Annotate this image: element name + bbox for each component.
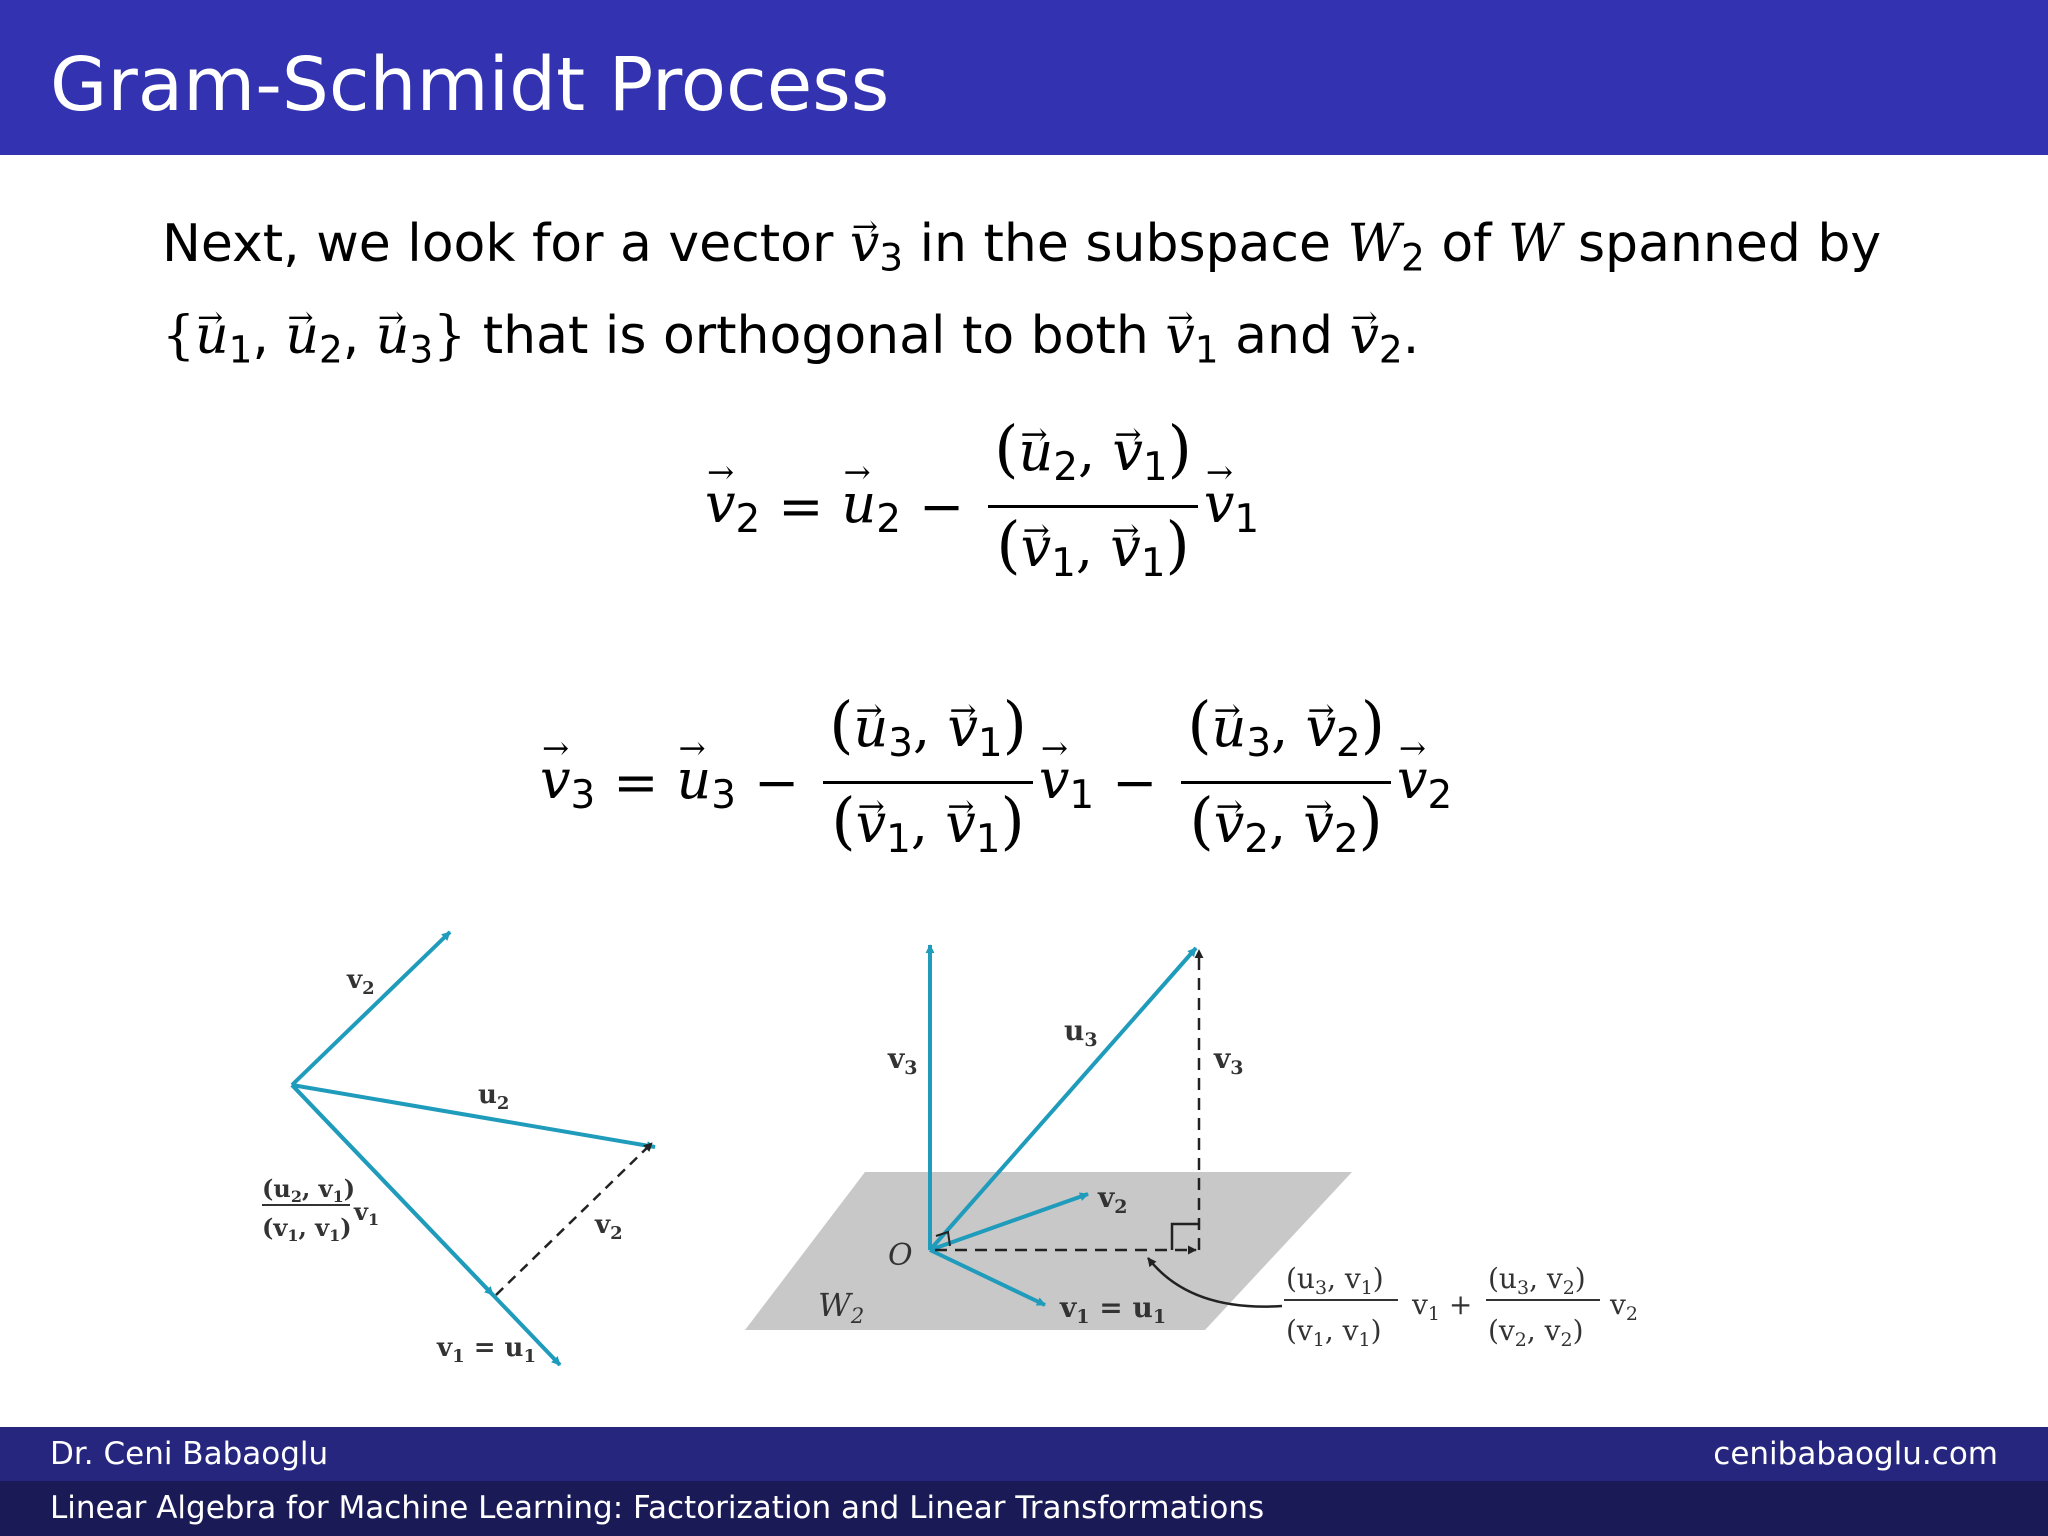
- fraction-numerator: (→ $u_3$, → $v_1$): [823, 688, 1033, 781]
- f2-numerator: ($u_3$, $v_2$): [1488, 1262, 1586, 1299]
- u2-arrow: [292, 1085, 655, 1147]
- minus-sign: −: [1112, 751, 1158, 815]
- vector-v3: → $v_3$: [850, 205, 903, 297]
- brace-close: }: [433, 305, 467, 366]
- fraction-denominator: (→ $v_2$, → $v_2$): [1183, 784, 1388, 877]
- f2-denominator: ($v_2$, $v_2$): [1488, 1314, 1584, 1351]
- fraction-denominator: (→ $v_1$, → $v_1$): [990, 508, 1195, 601]
- equals-sign: =: [778, 475, 824, 539]
- vector-v2: → $v_2$: [705, 472, 760, 542]
- label-v1-eq-u1: $v_1 = u_1$: [1060, 1291, 1167, 1328]
- para-text: spanned by: [1561, 214, 1882, 274]
- footer-bottom-bar: [0, 1481, 2048, 1536]
- f1-vector: $v_1$ +: [1412, 1288, 1473, 1325]
- left-diagram: [262, 932, 655, 1367]
- proj-vector: $v_1$: [354, 1197, 380, 1229]
- comma: ,: [342, 305, 360, 366]
- vector-v1: → $v_1$: [1204, 472, 1259, 542]
- slide-title: Gram-Schmidt Process: [50, 42, 890, 128]
- fraction-denominator: (→ $v_1$, → $v_1$): [825, 784, 1030, 877]
- footer-site: cenibabaoglu.com: [1713, 1436, 1998, 1472]
- right-diagram: [745, 945, 1638, 1351]
- vector-u2: → $u_2$: [842, 472, 902, 542]
- vector-u3: → $u_3$: [677, 748, 737, 818]
- label-v3-dashed: $v_3$: [1214, 1042, 1244, 1079]
- vector-v2: → $v_2$: [1397, 748, 1452, 818]
- para-text: in the subspace: [903, 214, 1348, 274]
- label-origin: O: [888, 1238, 913, 1273]
- minus-sign: −: [919, 475, 965, 539]
- vector-v3: → $v_3$: [540, 748, 595, 818]
- minus-sign: −: [754, 751, 800, 815]
- vector-v1: → $v_1$: [1165, 297, 1218, 389]
- fraction-numerator: (→ $u_3$, → $v_2$): [1181, 688, 1391, 781]
- label-v1-eq-u1: $v_1 = u_1$: [437, 1333, 536, 1367]
- proj-numerator: ($u_2$, $v_1$): [262, 1174, 356, 1206]
- para-text: Next, we look for a vector: [162, 214, 850, 274]
- footer-author: Dr. Ceni Babaoglu: [50, 1436, 329, 1472]
- f1-numerator: ($u_3$, $v_1$): [1286, 1262, 1384, 1299]
- vector-v1: → $v_1$: [1039, 748, 1094, 818]
- label-v3: $v_3$: [888, 1042, 918, 1079]
- equals-sign: =: [613, 751, 659, 815]
- label-u2: $u_2$: [478, 1080, 510, 1114]
- comma: ,: [252, 305, 269, 366]
- label-v2-dashed: $v_2$: [595, 1210, 623, 1244]
- label-v2: $v_2$: [1098, 1181, 1128, 1218]
- vector-u3: → $u_3$: [376, 297, 433, 389]
- footer-course: Linear Algebra for Machine Learning: Factorization and Linear Transformations: [50, 1490, 1265, 1526]
- proj-denominator: ($v_1$, $v_1$): [262, 1213, 352, 1245]
- footer-top-bar: [0, 1427, 2048, 1481]
- brace-open: {: [162, 305, 196, 366]
- f2-vector: $v_2$: [1610, 1288, 1638, 1325]
- vector-u1: → $u_1$: [195, 297, 252, 389]
- para-text: of: [1424, 214, 1508, 274]
- para-text: that is orthogonal to both: [466, 305, 1166, 366]
- fraction-numerator: (→ $u_2$, → $v_1$): [988, 412, 1198, 505]
- v2-arrow: [292, 932, 450, 1085]
- label-projection-left: [262, 1174, 379, 1245]
- subspace-W2: $W_2$: [1347, 214, 1425, 280]
- label-projection-right: [1284, 1262, 1638, 1351]
- label-v2: $v_2$: [347, 965, 375, 999]
- para-text: .: [1402, 305, 1420, 366]
- f1-denominator: ($v_1$, $v_1$): [1286, 1314, 1382, 1351]
- vector-u2: → $u_2$: [285, 297, 342, 389]
- label-W2: $W_2$: [818, 1286, 865, 1328]
- vector-v2: → $v_2$: [1349, 297, 1402, 389]
- label-u3: $u_3$: [1064, 1014, 1098, 1051]
- para-text: and: [1218, 305, 1350, 366]
- space-W: W: [1507, 214, 1562, 274]
- v2-dashed-arrow: [496, 1143, 652, 1295]
